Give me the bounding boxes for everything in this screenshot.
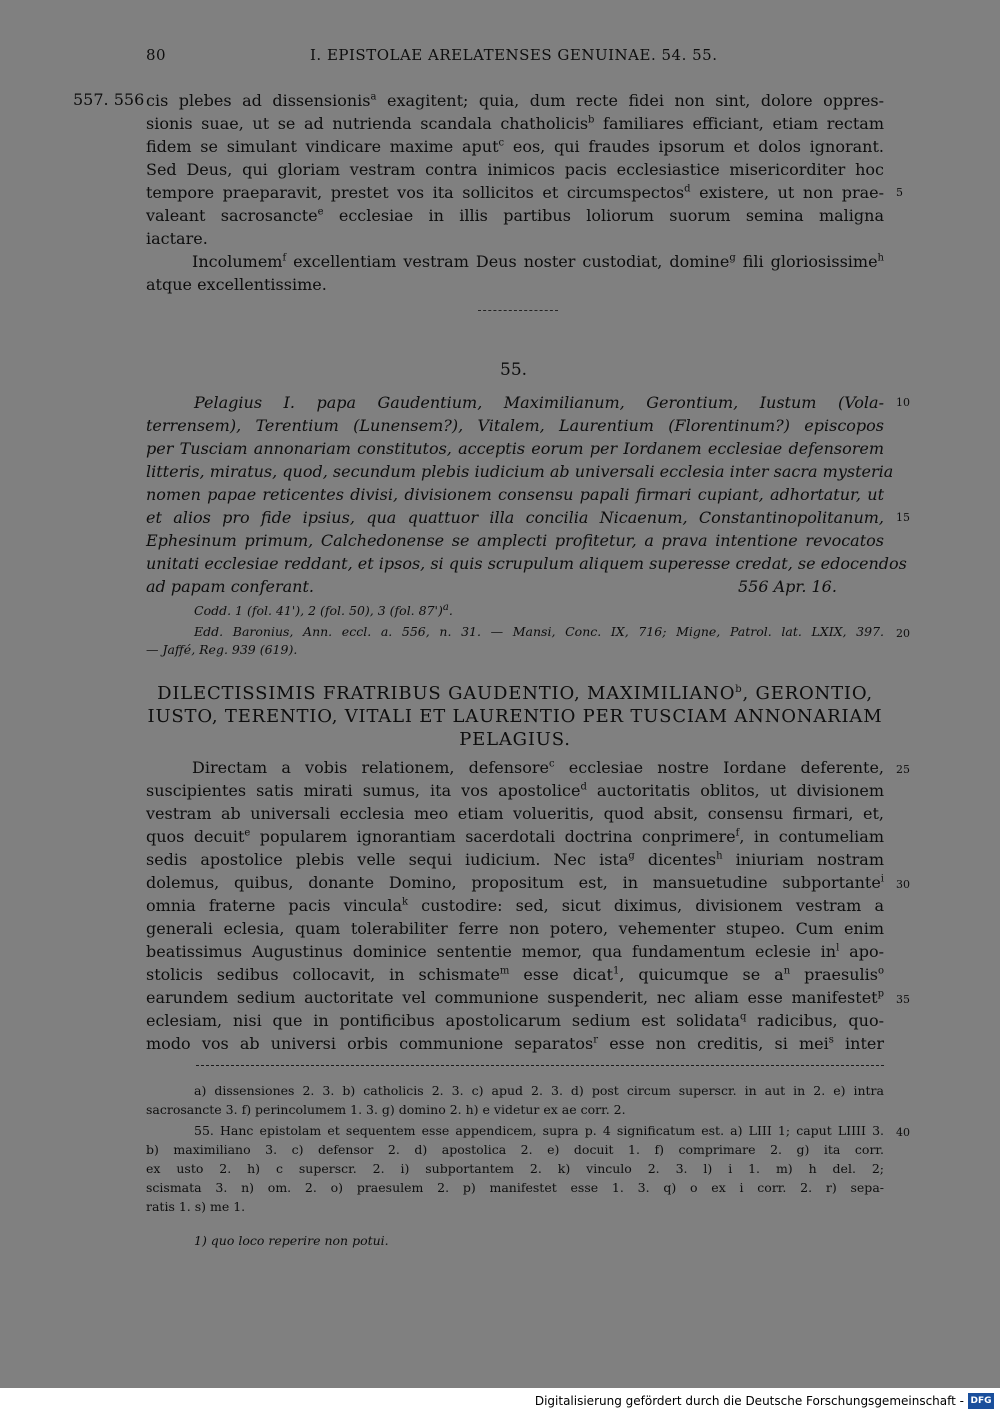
body-line xyxy=(146,849,884,870)
margin-line-number: 30 xyxy=(896,878,910,891)
margin-line-number: 15 xyxy=(896,511,910,524)
body-line xyxy=(146,780,884,801)
margin-line-number: 40 xyxy=(896,1126,910,1139)
body-text: dicentes xyxy=(634,850,717,869)
page-number: 80 xyxy=(146,46,167,64)
body-line xyxy=(146,987,884,1008)
body-text: auctoritatis oblitos, ut divisionem xyxy=(586,781,885,800)
body-text: Directam a vobis relationem, defensore xyxy=(192,758,550,777)
footnote-ref: e xyxy=(244,827,251,839)
apparatus-line: a) dissensiones 2. 3. b) catholicis 2. 3. c) apud 2. 3. d) post circum superscr. in aut in 2. e) intra xyxy=(194,1083,884,1098)
margin-line-number: 35 xyxy=(896,993,910,1006)
apparatus-line: sacrosancte 3. f) perincolumem 1. 3. g) domino 2. h) e videtur ex ae corr. 2. xyxy=(146,1102,626,1117)
apparatus-line: 55. Hanc epistolam et sequentem esse appendicem, supra p. 4 significatum est. a) LIII 1; caput LIIII 3. xyxy=(194,1123,884,1138)
body-text: , in contumeliam xyxy=(739,827,885,846)
footnote-ref: p xyxy=(877,988,884,1000)
footnote-ref: o xyxy=(877,965,884,977)
text-line: iactare. xyxy=(146,229,208,248)
text-line: atque excellentissime. xyxy=(146,275,327,294)
body-text: ecclesiae nostre Iordane deferente, xyxy=(554,758,885,777)
margin-line-number: 25 xyxy=(896,763,910,776)
footnote-ref: k xyxy=(401,896,409,908)
body-text: dolemus, quibus, donante Domino, propositum est, in mansuetudine subportante xyxy=(146,873,881,892)
body-line xyxy=(146,872,884,893)
body-text: earundem sedium auctoritate vel communione suspenderit, nec aliam esse manifestet xyxy=(146,988,878,1007)
editions-line: — Jaffé, Reg. 939 (619). xyxy=(146,642,298,657)
margin-line-number: 20 xyxy=(896,627,910,640)
footnote-ref: g xyxy=(628,850,635,862)
apparatus-line: ratis 1. s) me 1. xyxy=(146,1199,246,1214)
body-text: esse dicat xyxy=(509,965,613,984)
body-text: beatissimus Augustinus dominice sententie memor, qua fundamentum eclesie in xyxy=(146,942,837,961)
body-line xyxy=(146,941,884,962)
footnote-ref: q xyxy=(739,1011,747,1023)
footnote-ref: i xyxy=(880,873,884,885)
footnote-ref: d xyxy=(580,781,587,793)
body-line xyxy=(146,1010,884,1031)
body-text: radicibus, quo- xyxy=(746,1011,884,1030)
regest-line: unitati ecclesiae reddant, et ipsos, si quis scrupulum aliquem superesse credat, se edocendos xyxy=(146,554,907,573)
body-text: esse non creditis, si mei xyxy=(598,1034,829,1053)
footnote-ref: f xyxy=(735,827,740,839)
margin-line-number: 10 xyxy=(896,396,910,409)
footnote-ref: h xyxy=(716,850,723,862)
body-line xyxy=(146,1033,884,1054)
body-text: modo vos ab universi orbis communione separatos xyxy=(146,1034,594,1053)
footnote-ref: s xyxy=(828,1034,834,1046)
text-line: Sed Deus, qui gloriam vestram contra inimicos pacis ecclesiastice misericorditer hoc xyxy=(146,160,884,179)
body-text: stolicis sedibus collocavit, in schismate xyxy=(146,965,500,984)
margin-year-reference: 557. 556 xyxy=(73,90,145,109)
body-text: suscipientes satis mirati sumus, ita vos apostolice xyxy=(146,781,581,800)
body-text: quos decuit xyxy=(146,827,245,846)
text-line: tempore praeparavit, prestet vos ita sollicitos et circumspectos$^d$ existere, ut non prae- xyxy=(146,183,885,202)
letter-number: 55. xyxy=(500,360,528,380)
body-text: praesulis xyxy=(790,965,878,984)
footnote-ref: 1 xyxy=(612,965,620,977)
address-sender: PELAGIUS. xyxy=(459,729,571,750)
regest-line: Pelagius I. papa Gaudentium, Maximilianum, Gerontium, Iustum (Vola- xyxy=(194,393,884,412)
regest-line: litteris, miratus, quod, secundum plebis iudicium ab universali ecclesia inter sacra mysteria xyxy=(146,462,894,481)
body-line xyxy=(146,918,884,939)
regest-line: nomen papae reticentes divisi, divisionem consensu papali firmari cupiant, adhortatur, ut xyxy=(146,485,884,504)
body-text: eclesiam, nisi que in pontificibus apostolicarum sedium est solidata xyxy=(146,1011,740,1030)
footnote: 1) quo loco reperire non potui. xyxy=(194,1233,389,1248)
address-heading-line: IUSTO, TERENTIO, VITALI ET LAURENTIO PER TUSCIAM ANNONARIAM xyxy=(147,706,883,727)
regest-line: et alios pro fide ipsius, qua quattuor illa concilia Nicaenum, Constantinopolitanum, xyxy=(146,508,884,527)
footnote-ref: m xyxy=(499,965,510,977)
running-title: I. EPISTOLAE ARELATENSES GENUINAE. 54. 55. xyxy=(310,46,718,64)
section-divider xyxy=(478,310,558,311)
body-text: iniuriam nostram xyxy=(722,850,884,869)
regest-line: ad papam conferant. xyxy=(146,577,314,596)
body-line xyxy=(146,803,884,824)
body-text: generali eclesia, quam tolerabiliter ferre non potero, vehementer stupeo. Cum enim xyxy=(146,919,884,938)
footnote-ref: l xyxy=(836,942,840,954)
body-line xyxy=(192,757,884,778)
address-heading-line: DILECTISSIMIS FRATRIBUS GAUDENTIO, MAXIMILIANO$^b$, GERONTIO, xyxy=(157,683,873,704)
regest-line: Ephesinum primum, Calchedonense se amplecti profitetur, a prava intentione revocatos xyxy=(146,531,884,550)
body-text: , quicumque se a xyxy=(619,965,784,984)
body-text: popularem ignorantiam sacerdotali doctrina conprimere xyxy=(250,827,736,846)
footnote-ref: r xyxy=(593,1034,599,1046)
footnote-ref: c xyxy=(549,758,555,770)
text-line: valeant sacrosancte$^e$ ecclesiae in illis partibus loliorum suorum semina maligna xyxy=(146,206,884,225)
body-text: omnia fraterne pacis vincula xyxy=(146,896,402,915)
regest-line: per Tusciam annonariam constitutos, acceptis eorum per Iordanem ecclesiae defensorem xyxy=(146,439,884,458)
body-line xyxy=(146,895,884,916)
apparatus-line: b) maximiliano 3. c) defensor 2. d) apostolica 2. e) docuit 1. f) comprimare 2. g) ita corr. xyxy=(146,1142,884,1157)
body-text: vestram ab universali ecclesia meo etiam volueritis, quod absit, consensu firmari, et, xyxy=(146,804,884,823)
body-text: inter xyxy=(833,1034,884,1053)
text-line: sionis suae, ut se ad nutrienda scandala chatholicis$^b$ familiares efficiant, etiam rectam xyxy=(146,114,885,133)
dfg-logo[interactable]: DFG xyxy=(968,1393,994,1409)
body-text: sedis apostolice plebis velle sequi iudicium. Nec ista xyxy=(146,850,629,869)
body-line xyxy=(146,964,884,985)
editions-line: Edd. Baronius, Ann. eccl. a. 556, n. 31. — Mansi, Conc. IX, 716; Migne, Patrol. lat. LXIX, 397. xyxy=(194,624,884,639)
body-text: custodire: sed, sicut diximus, divisionem vestram a xyxy=(408,896,885,915)
body-text: apo- xyxy=(839,942,885,961)
regest-line: terrensem), Terentium (Lunensem?), Vitalem, Laurentium (Florentinum?) episcopos xyxy=(146,416,884,435)
text-line: fidem se simulant vindicare maxime aput$^c$ eos, qui fraudes ipsorum et dolos ignorant. xyxy=(146,137,884,156)
footnote-ref: n xyxy=(783,965,791,977)
text-line: cis plebes ad dissensionis$^a$ exagitent; quia, dum recte fidei non sint, dolore oppres- xyxy=(146,91,884,110)
regest-date: 556 Apr. 16. xyxy=(738,577,837,596)
codices-line: Codd. 1 (fol. 41'), 2 (fol. 50), 3 (fol. 87')$^a$. xyxy=(194,601,453,618)
apparatus-line: ex usto 2. h) c superscr. 2. i) subportantem 2. k) vinculo 2. 3. l) i 1. m) h del. 2; xyxy=(146,1161,884,1176)
funding-text: Digitalisierung gefördert durch die Deutsche Forschungsgemeinschaft - xyxy=(534,1394,964,1408)
body-line xyxy=(146,826,884,847)
apparatus-divider xyxy=(196,1065,884,1066)
text-line: Incolumem$^f$ excellentiam vestram Deus noster custodiat, domine$^g$ fili gloriosissime$^h$ xyxy=(192,252,884,271)
margin-line-number: 5 xyxy=(896,186,903,199)
apparatus-line: scismata 3. n) om. 2. o) praesulem 2. p) manifestet esse 1. 3. q) o ex i corr. 2. r) sepa- xyxy=(146,1180,884,1195)
funding-bar xyxy=(0,1388,1000,1415)
